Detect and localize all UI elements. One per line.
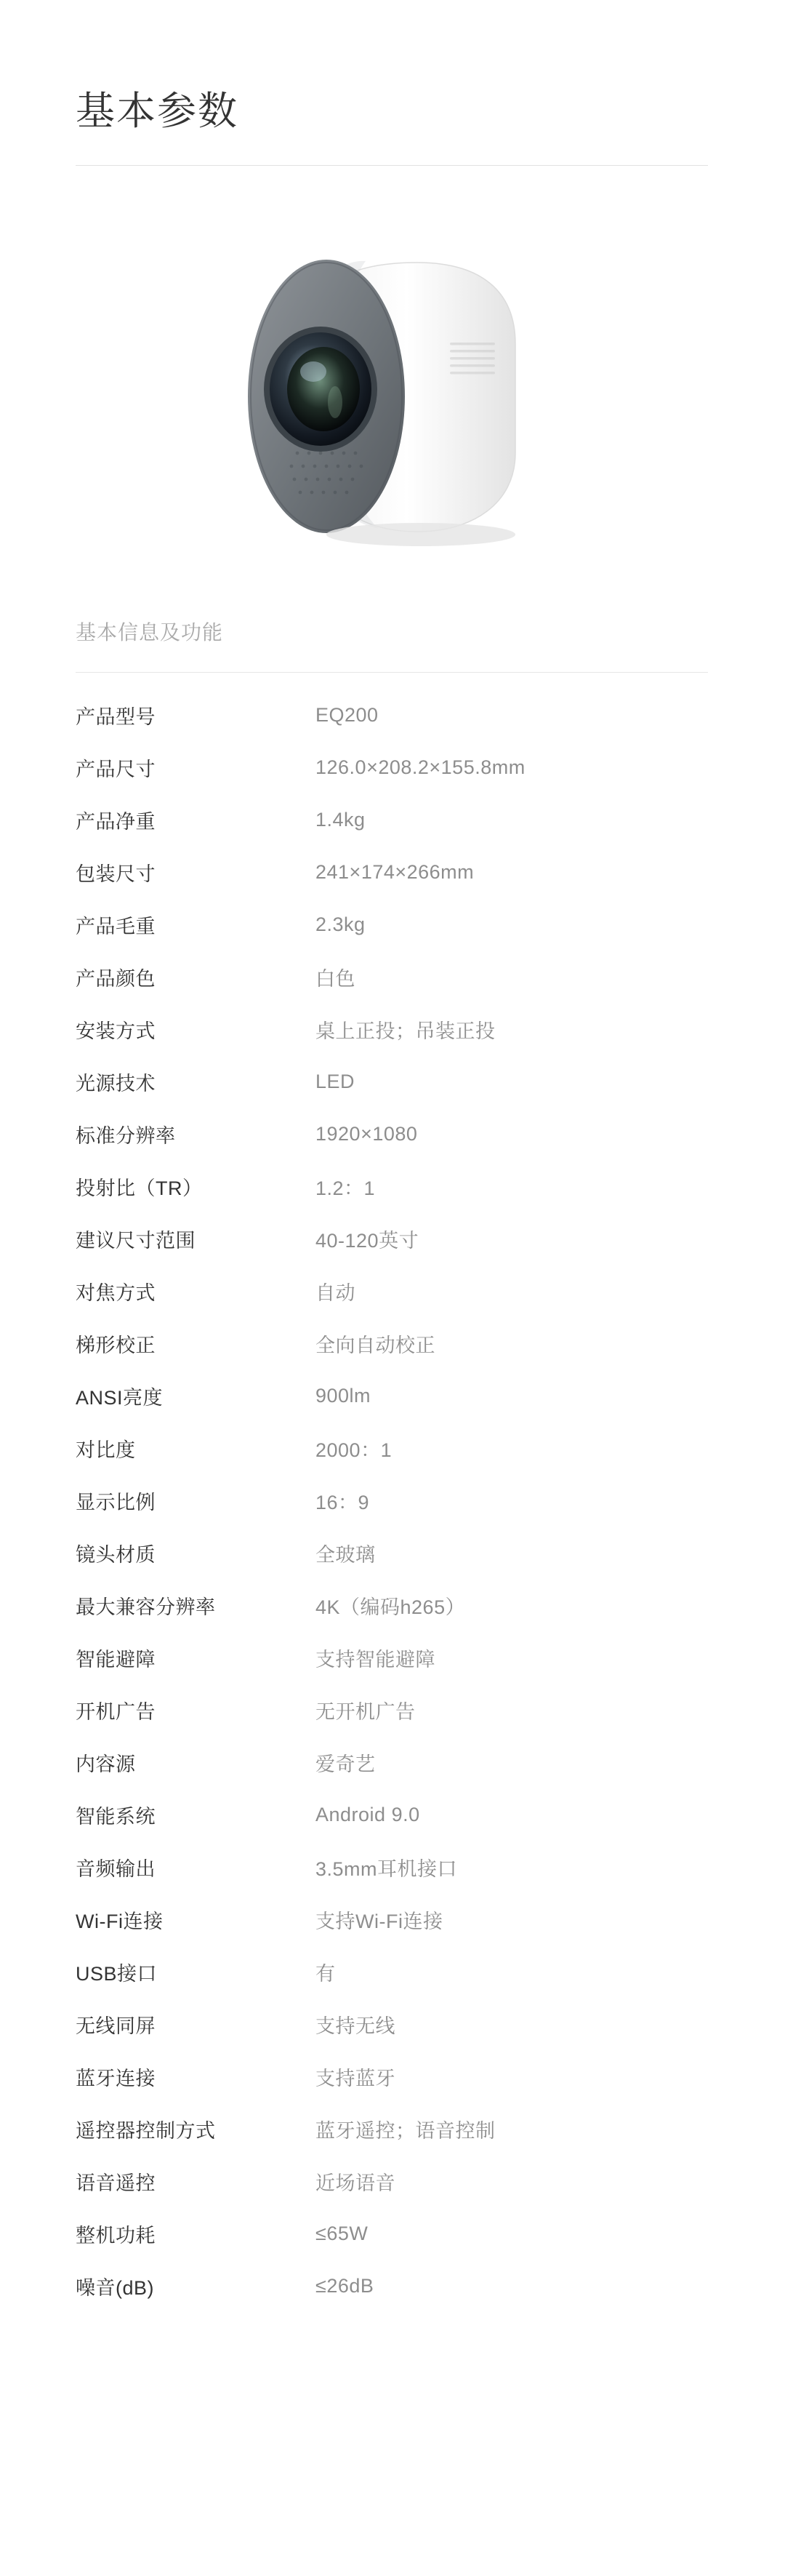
spec-key: 开机广告 <box>76 1700 156 1723</box>
table-row <box>76 2103 708 2155</box>
spec-key: 语音遥控 <box>76 2172 156 2194</box>
spec-key: 包装尺寸 <box>76 863 156 885</box>
table-row <box>76 2155 708 2207</box>
spec-key: USB接口 <box>76 1962 158 1985</box>
table-row <box>76 1055 708 1108</box>
spec-value: 支持Wi-Fi连接 <box>315 1910 443 1932</box>
spec-key: 梯形校正 <box>76 1334 156 1356</box>
lens-inner <box>287 347 360 431</box>
spec-value: 126.0×208.2×155.8mm <box>315 756 526 778</box>
table-row <box>76 1369 708 1422</box>
spec-key: 对焦方式 <box>76 1281 156 1304</box>
lens-highlight <box>300 361 326 382</box>
spec-value: 3.5mm耳机接口 <box>315 1857 458 1880</box>
spec-value: 2.3kg <box>315 913 366 935</box>
spec-value: 支持无线 <box>315 2015 395 2037</box>
spec-value: 2000：1 <box>315 1439 392 1461</box>
table-row <box>76 1945 708 1998</box>
table-row <box>76 1108 708 1160</box>
table-row <box>76 1422 708 1474</box>
table-row <box>76 1474 708 1527</box>
table-row <box>76 1736 708 1788</box>
spec-key: 智能系统 <box>76 1805 156 1828</box>
section-divider <box>76 672 708 673</box>
spec-value: 支持智能避障 <box>315 1648 435 1671</box>
spec-key: 最大兼容分辨率 <box>76 1596 216 1618</box>
spec-value: 无开机广告 <box>315 1700 416 1723</box>
table-row <box>76 1265 708 1317</box>
spec-key: 显示比例 <box>76 1491 156 1513</box>
spec-value: 1920×1080 <box>315 1122 418 1145</box>
lens-reflection <box>328 386 342 418</box>
projector-illustration <box>210 235 573 562</box>
spec-value: 4K（编码h265） <box>315 1596 466 1618</box>
spec-key: 产品型号 <box>76 705 156 728</box>
title-divider <box>76 165 708 166</box>
spec-key: 产品尺寸 <box>76 758 156 780</box>
spec-key: 噪音(dB) <box>76 2276 155 2299</box>
spec-key: 镜头材质 <box>76 1543 156 1566</box>
table-row <box>76 1212 708 1265</box>
spec-key: 产品净重 <box>76 810 156 833</box>
table-row <box>76 1579 708 1631</box>
spec-key: 产品毛重 <box>76 915 156 937</box>
table-row <box>76 1317 708 1369</box>
table-row <box>76 2050 708 2103</box>
spec-value: 16：9 <box>315 1491 370 1513</box>
table-row <box>76 793 708 846</box>
spec-value: 有 <box>315 1962 336 1985</box>
spec-key: 标准分辨率 <box>76 1124 176 1147</box>
spec-value: 900lm <box>315 1384 371 1407</box>
spec-key: 产品颜色 <box>76 967 156 990</box>
table-row <box>76 2260 708 2312</box>
spec-key: 内容源 <box>76 1753 136 1775</box>
spec-key: 蓝牙连接 <box>76 2067 156 2089</box>
drop-shadow <box>326 523 515 546</box>
table-row <box>76 2207 708 2260</box>
table-row <box>76 1998 708 2050</box>
table-row <box>76 951 708 1003</box>
spec-value: 1.4kg <box>315 808 366 831</box>
spec-value: Android 9.0 <box>315 1803 420 1825</box>
spec-value: ≤65W <box>315 2222 369 2244</box>
spec-value: 支持蓝牙 <box>315 2067 395 2089</box>
product-image <box>76 209 708 588</box>
table-row <box>76 1841 708 1893</box>
table-row <box>76 1684 708 1736</box>
spec-key: 遥控器控制方式 <box>76 2119 216 2142</box>
spec-key: 无线同屏 <box>76 2015 156 2037</box>
spec-key: 安装方式 <box>76 1020 156 1042</box>
table-row <box>76 1003 708 1055</box>
table-row <box>76 1527 708 1579</box>
spec-key: 光源技术 <box>76 1072 156 1095</box>
spec-value: 桌上正投；吊装正投 <box>315 1020 496 1042</box>
table-row <box>76 1631 708 1684</box>
spec-value: 40-120英寸 <box>315 1229 419 1252</box>
spec-key: 建议尺寸范围 <box>76 1229 196 1252</box>
spec-key: 对比度 <box>76 1439 136 1461</box>
table-row <box>76 1160 708 1212</box>
spec-value: 白色 <box>315 967 355 990</box>
spec-value: ≤26dB <box>315 2274 374 2297</box>
spec-value: 蓝牙遥控；语音控制 <box>315 2119 496 2142</box>
section-label: 基本信息及功能 <box>76 621 224 644</box>
table-row <box>76 898 708 951</box>
table-row <box>76 846 708 898</box>
spec-key: 音频输出 <box>76 1857 156 1880</box>
spec-value: 爱奇艺 <box>315 1753 376 1775</box>
spec-value: 241×174×266mm <box>315 860 475 883</box>
spec-value: LED <box>315 1070 355 1092</box>
table-row <box>76 741 708 793</box>
spec-key: ANSI亮度 <box>76 1386 164 1409</box>
spec-table-body <box>76 689 708 2312</box>
spec-value: 自动 <box>315 1281 355 1304</box>
table-row <box>76 1893 708 1945</box>
spec-value: 全向自动校正 <box>315 1334 435 1356</box>
spec-value: 1.2：1 <box>315 1177 376 1199</box>
spec-key: Wi-Fi连接 <box>76 1910 164 1932</box>
table-row <box>76 1788 708 1841</box>
page-title: 基本参数 <box>76 89 238 133</box>
spec-key: 智能避障 <box>76 1648 156 1671</box>
spec-value: EQ200 <box>315 703 379 726</box>
spec-value: 近场语音 <box>315 2172 395 2194</box>
spec-key: 投射比（TR） <box>76 1177 203 1199</box>
spec-key: 整机功耗 <box>76 2224 156 2247</box>
spec-table <box>76 689 708 2312</box>
spec-value: 全玻璃 <box>315 1543 376 1566</box>
table-row <box>76 689 708 741</box>
